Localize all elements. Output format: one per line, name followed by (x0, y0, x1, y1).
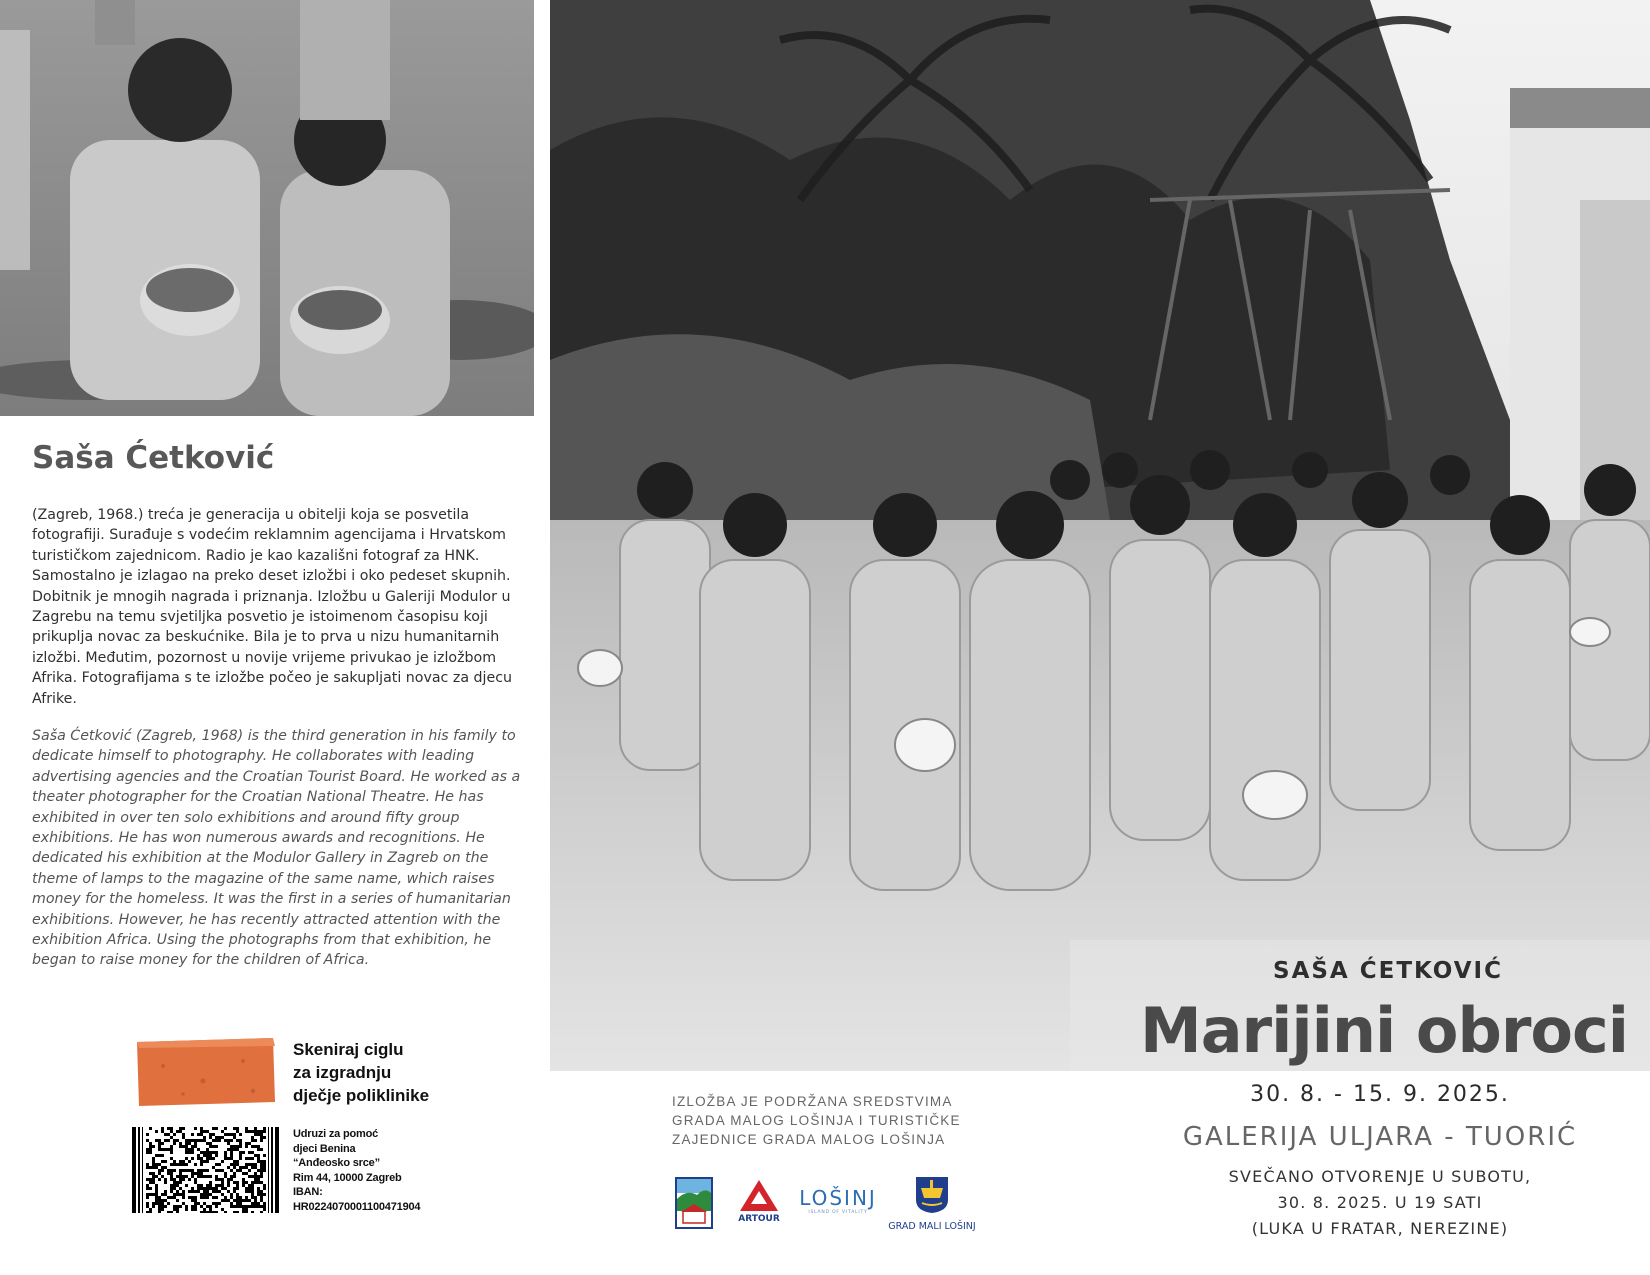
island-house-icon (675, 1177, 713, 1229)
children-bowls-photo (0, 0, 534, 416)
support-line: ZAJEDNICE GRADA MALOG LOŠINJA (672, 1132, 946, 1147)
opening-line: SVEČANO OTVORENJE U SUBOTU, (1228, 1167, 1532, 1186)
grad-mali-losinj-label: GRAD MALI LOŠINJ (888, 1221, 976, 1232)
payment-barcode-icon (132, 1127, 279, 1213)
losinj-label: LOŠINJ (799, 1186, 877, 1210)
losinj-tagline: ISLAND OF VITALITY (808, 1210, 868, 1215)
bio-croatian: (Zagreb, 1968.) treća je generacija u obitelji koja se posvetila fotografiji. Surađuje s vodećim reklamnim agencijama i Hrvatskom turističkom zajednicom. Radio je kao kazališni fotograf za HNK. Samostalno je izlagao na preko deset izložbi i oko pedeset skupnih. Dobitnik je mnogih nagrada i priznanja. Izložbu u Galeriji Modulor u Zagrebu na temu svjetiljka posvetio je istoimenom časopisu koji prikuplja novac za beskućnike. Bila je to prva u nizu humanitarnih izložbi. Međutim, pozornost u novije vrijeme privukao je izložbom Afrika. Fotografijama s te izložbe počeo je sakupljati novac za djecu Afrike. (32, 507, 512, 707)
donation-info (293, 1127, 420, 1214)
brick-caption-line: dječje poliklinike (293, 1086, 430, 1105)
losinj-logo (793, 1186, 883, 1220)
brick-image (133, 1036, 277, 1108)
opening-info (1150, 1164, 1610, 1242)
support-line: GRADA MALOG LOŠINJA I TURISTIČKE (672, 1113, 961, 1128)
opening-line: 30. 8. 2025. U 19 SATI (1277, 1193, 1483, 1212)
support-line: IZLOŽBA JE PODRŽANA SREDSTVIMA (672, 1094, 953, 1109)
opening-line: (LUKA U FRATAR, NEREZINE) (1251, 1219, 1509, 1238)
donation-line: “Anđeosko srce” (293, 1157, 380, 1169)
exhibition-venue: GALERIJA ULJARA - TUORIĆ (1182, 1122, 1578, 1152)
exhibition-title: Marijini obroci (1140, 994, 1628, 1067)
artour-label: ARTOUR (738, 1214, 780, 1223)
grad-mali-losinj-logo (884, 1176, 980, 1230)
exhibition-dates: 30. 8. - 15. 9. 2025. (1250, 1082, 1510, 1107)
artour-logo (736, 1177, 782, 1223)
brick-caption-line: Skeniraj ciglu (293, 1040, 404, 1059)
artour-mountain-icon (736, 1177, 782, 1223)
donation-line: IBAN: (293, 1186, 323, 1198)
donation-line: Udruzi za pomoć (293, 1128, 379, 1140)
coat-of-arms-icon (884, 1176, 980, 1214)
support-note (672, 1092, 961, 1149)
artist-name: Saša Ćetković (32, 440, 275, 476)
donation-iban: HR0224070001100471904 (293, 1200, 421, 1213)
payment-barcode[interactable] (132, 1127, 279, 1213)
donation-line: Rim 44, 10000 Zagreb (293, 1171, 402, 1184)
children-walking-photo (550, 0, 1650, 1071)
artist-name-caps: SAŠA ĆETKOVIĆ (1273, 958, 1503, 984)
brick-caption-line: za izgradnju (293, 1063, 392, 1082)
brick-caption (293, 1038, 429, 1107)
tourist-board-logo (675, 1177, 713, 1229)
donation-line: djeci Benina (293, 1142, 356, 1155)
bio-english: Saša Ćetković (Zagreb, 1968) is the third generation in his family to dedicate himself to photography. He collaborates with leading advertising agencies and the Croatian Tourist Board. He worked as a theater photographer for the Croatian National Theatre. He has exhibited in over ten solo exhibitions and around fifty group exhibitions. He has won numerous awards and recognitions. He dedicated his exhibition at the Modulor Gallery in Zagreb on the theme of lamps to the magazine of the same name, which raises money for the homeless. It was the first in a series of humanitarian exhibitions. However, he has recently attracted attention with the exhibition Africa. Using the photographs from that exhibition, he began to raise money for the children of Africa. (32, 728, 521, 969)
